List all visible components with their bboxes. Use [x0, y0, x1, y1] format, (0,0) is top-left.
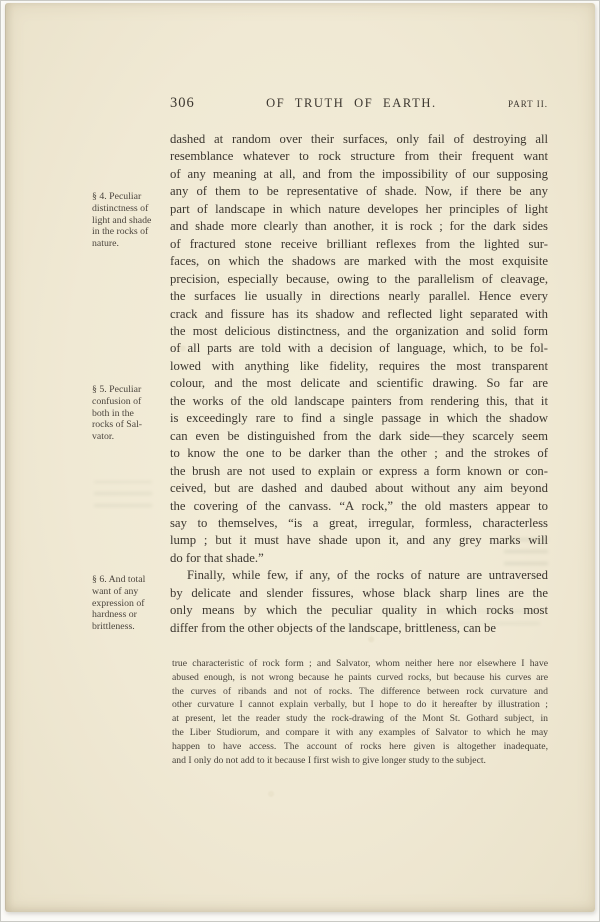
- margin-note-section-4: [92, 191, 174, 250]
- footnote-line: other curvature I cannot explain verbally, but I hope to do it hereafter by illustration ;: [172, 699, 548, 711]
- text-line: lump ; but it must have shade upon it, and any grey marks will: [170, 533, 548, 548]
- margin-note-line: light and shade: [92, 214, 152, 226]
- footnote-line: happen to have access. The account of rocks here given is altogether inadequate,: [172, 740, 548, 752]
- book-page-scan: [5, 3, 595, 912]
- text-line: dashed at random over their surfaces, only fail of destroying all: [170, 132, 548, 146]
- text-line: the covering of the canvass. “A rock,” the old masters appear to: [170, 498, 548, 513]
- margin-note-line: brittleness.: [92, 621, 135, 633]
- running-title: OF TRUTH OF EARTH.: [266, 96, 437, 110]
- ink-bleed-through-mark: [94, 481, 152, 507]
- text-line: faces, on which the shadows are marked with the most exquisite: [170, 254, 548, 269]
- text-line: the surfaces lie usually in directions nearly parallel. Hence every: [170, 289, 548, 304]
- text-line: ceived, but are dashed and daubed about without any aim beyond: [170, 481, 548, 496]
- text-line: the works of the old landscape painters from rendering this, that it: [170, 393, 548, 408]
- paragraph-continuation: [170, 131, 548, 567]
- margin-note-line: § 4. Peculiar: [92, 191, 142, 202]
- body-text-column: [170, 131, 548, 637]
- text-line: colour, and the most delicate and scientific drawing. So far are: [170, 376, 548, 391]
- text-line: precision, especially because, owing to the parallelism of cleavage,: [170, 271, 548, 286]
- footnote-line: the curves of ribands and not of rocks. The difference between rock curvature and: [172, 685, 548, 697]
- text-line: lowed with anything like fidelity, requires the most transparent: [170, 358, 548, 373]
- text-line: part of landscape in which nature developes her principles of light: [170, 201, 548, 216]
- part-label: PART II.: [508, 99, 548, 109]
- text-line: to know the one to be darker than the other ; and the strokes of: [170, 446, 548, 461]
- page-number: 306: [170, 95, 195, 111]
- text-line: resemblance whatever to rock structure from their frequent want: [170, 149, 548, 164]
- running-header: [170, 95, 548, 112]
- text-line: any of them to be representative of shade. Now, if there be any: [170, 184, 548, 199]
- margin-note-line: confusion of: [92, 395, 142, 407]
- footnote-line: true characteristic of rock form ; and Salvator, whom neither here nor elsewhere I have: [172, 658, 548, 669]
- margin-note-line: vator.: [92, 431, 115, 443]
- footnote-block: [172, 657, 548, 767]
- text-line: of any meaning at all, and from the impossibility of our supposing: [170, 166, 548, 181]
- margin-note-line: both in the: [92, 407, 134, 419]
- text-line: only means by which the peculiar quality in which rocks most: [170, 603, 548, 618]
- margin-note-line: § 5. Peculiar: [92, 384, 142, 395]
- footnote-line: and I only do not add to it because I first wish to give longer study to the subject.: [172, 754, 486, 766]
- margin-note-section-6: [92, 574, 174, 633]
- text-line: and shade more clearly than another, it is rock ; for the dark sides: [170, 219, 548, 234]
- margin-note-line: expression of: [92, 597, 145, 609]
- text-line: the most delicious distinctness, and the organization and solid form: [170, 323, 548, 338]
- margin-note-line: nature.: [92, 238, 119, 250]
- margin-note-line: rocks of Sal-: [92, 419, 143, 431]
- text-line: of fractured stone receive brilliant reflexes from the lighted sur-: [170, 236, 548, 251]
- text-line: Finally, while few, if any, of the rocks of nature are untraversed: [187, 568, 548, 583]
- margin-note-section-5: [92, 384, 174, 443]
- text-line: by delicate and slender fissures, whose black sharp lines are the: [170, 585, 548, 600]
- margin-note-line: § 6. And total: [92, 574, 146, 585]
- text-line: of all parts are told with a decision of language, which, to be fol-: [170, 341, 548, 356]
- margin-note-line: want of any: [92, 585, 139, 597]
- text-line: the brush are not used to explain or express a form known or con-: [170, 463, 548, 478]
- footnote-line: the Liber Studiorum, and compare it with any examples of Salvator to which he may: [172, 726, 548, 738]
- text-line: differ from the other objects of the landscape, brittleness, can be: [170, 620, 496, 635]
- text-line: say to themselves, “is a great, irregular, formless, characterless: [170, 515, 548, 530]
- paragraph-finally: [170, 567, 548, 637]
- footnote-line: at present, let the reader study the rock-drawing of the Mont St. Gothard subject, in: [172, 713, 548, 725]
- text-line: crack and fissure has its shadow and reflected light separated with: [170, 306, 548, 321]
- margin-note-line: hardness or: [92, 609, 137, 621]
- text-line: do for that shade.”: [170, 550, 264, 565]
- margin-note-line: distinctness of: [92, 202, 149, 214]
- footnote-line: abused enough, is not wrong because he paints curved rocks, but because his curves are: [172, 671, 548, 683]
- margin-note-line: in the rocks of: [92, 226, 149, 238]
- text-line: is exceedingly rare to find a single passage in which the shadow: [170, 411, 548, 426]
- text-line: can even be distinguished from the dark side—they scarcely seem: [170, 428, 548, 443]
